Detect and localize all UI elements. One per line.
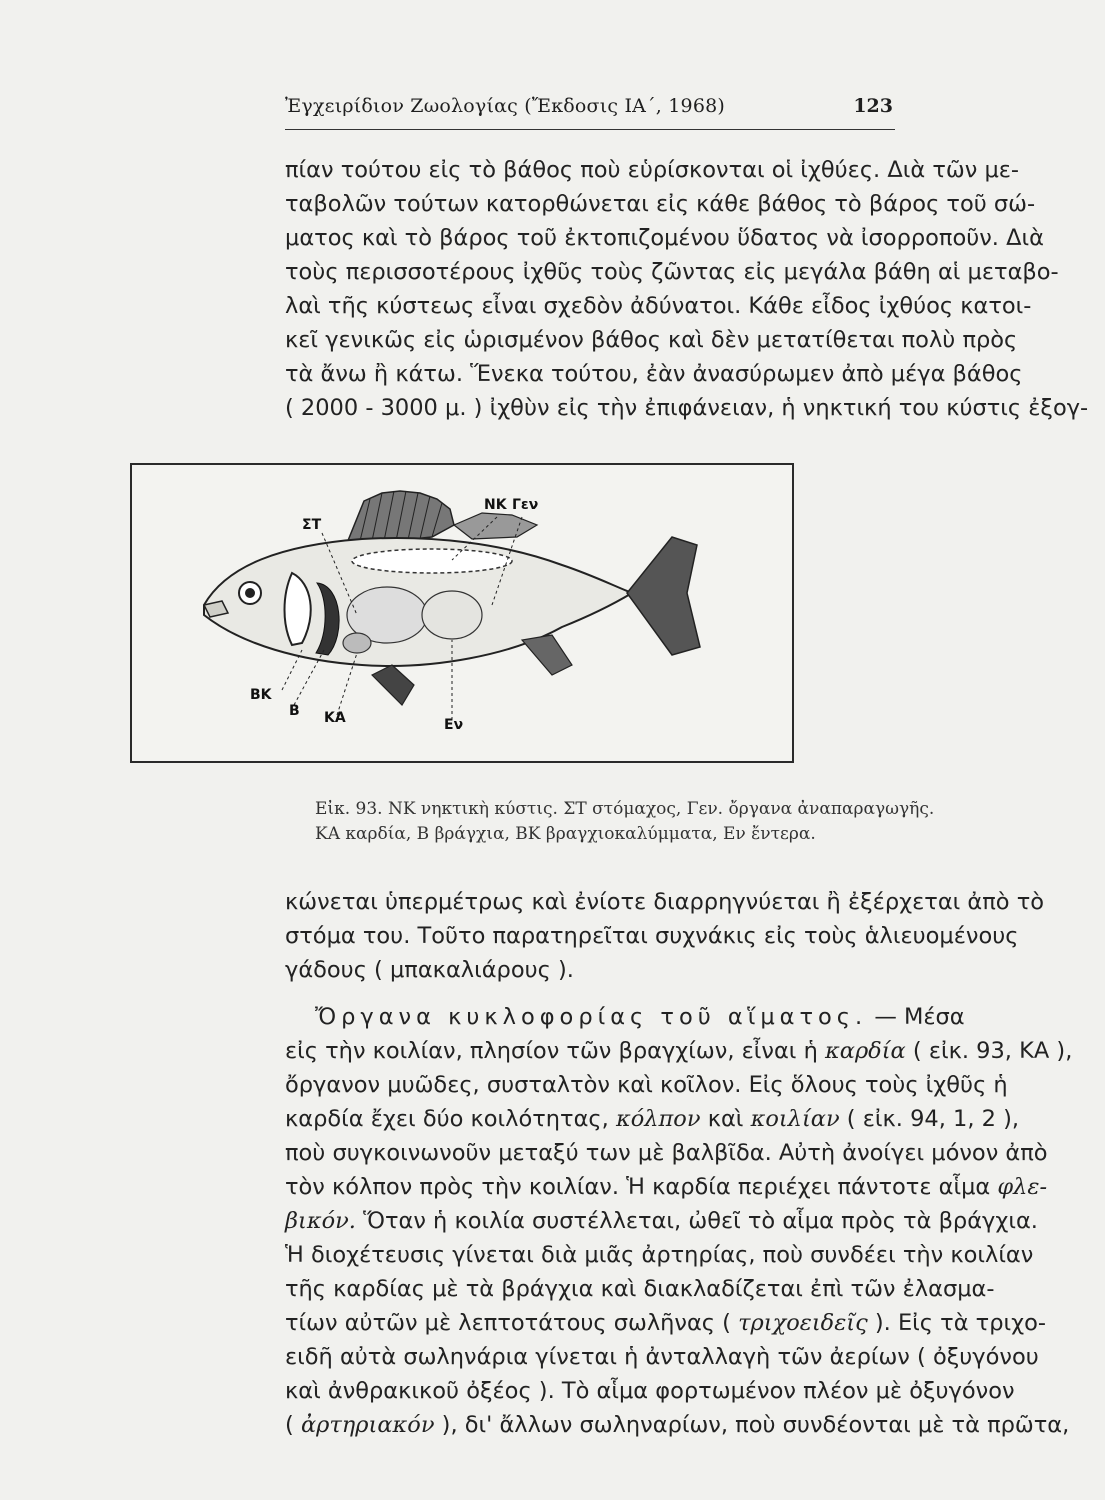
text-fragment: εἰς τὴν κοιλίαν, πλησίον τῶν βραγχίων, εἶναι ἡ	[285, 1038, 818, 1064]
paragraph-1	[285, 153, 1089, 425]
paragraph-3	[285, 1000, 1073, 1442]
text-line: τῆς καρδίας μὲ τὰ βράγχια καὶ διακλαδίζεται ἐπὶ τῶν ἐλασμα-	[285, 1276, 995, 1302]
italic-term: κόλπον	[615, 1106, 701, 1132]
caption-line: ΚΑ καρδία, Β βράγχια, ΒΚ βραγχιοκαλύμματα, Εν ἔντερα.	[315, 824, 816, 844]
text-line: ὄργανον μυῶδες, συσταλτὸν καὶ κοῖλον. Εἰς ὅλους τοὺς ἰχθῦς ἡ	[285, 1072, 1008, 1098]
label-ka: ΚΑ	[324, 710, 346, 726]
text-line: καὶ ἀνθρακικοῦ ὀξέος ). Τὸ αἷμα φορτωμένον πλέον μὲ ὀξυγόνον	[285, 1378, 1015, 1404]
text-line	[285, 1102, 1020, 1136]
label-nk: ΝΚ	[484, 497, 507, 513]
running-title: Ἐγχειρίδιον Ζωολογίας (Ἔκδοσις ΙΑ΄, 1968)	[285, 95, 726, 117]
text-fragment: ( εἰκ. 94, 1, 2 ),	[846, 1106, 1020, 1132]
label-b: Β	[289, 703, 300, 719]
text-line: ματος καὶ τὸ βάρος τοῦ ἐκτοπιζομένου ὕδατος νὰ ἰσορροποῦν. Διὰ	[285, 225, 1044, 251]
text-line	[285, 1170, 1048, 1204]
text-line: ειδῆ αὐτὰ σωληνάρια γίνεται ἡ ἀνταλλαγὴ τῶν ἀερίων ( ὀξυγόνου	[285, 1344, 1039, 1370]
intestine	[422, 591, 482, 639]
text-line: κεῖ γενικῶς εἰς ὡρισμένον βάθος καὶ δὲν μετατίθεται πολὺ πρὸς	[285, 327, 1018, 353]
label-gen: Γεν	[512, 497, 539, 513]
text-line: ποὺ συγκοινωνοῦν μεταξύ των μὲ βαλβῖδα. Αὐτὴ ἀνοίγει μόνον ἀπὸ	[285, 1140, 1048, 1166]
text-line: γάδους ( μπακαλιάρους ).	[285, 957, 574, 983]
italic-term: κοιλίαν	[750, 1106, 840, 1132]
italic-term: ἀρτηριακόν	[300, 1412, 435, 1438]
figure-caption	[315, 797, 935, 847]
text-fragment: τίων αὐτῶν μὲ λεπτοτάτους σωλῆνας (	[285, 1310, 731, 1336]
text-line: τοὺς περισσοτέρους ἰχθῦς τοὺς ζῶντας εἰς μεγάλα βάθη αἱ μεταβο-	[285, 259, 1059, 285]
text-fragment: καρδία ἔχει δύο κοιλότητας,	[285, 1106, 609, 1132]
text-line: Ἡ διοχέτευσις γίνεται διὰ μιᾶς ἀρτηρίας, ποὺ συνδέει τὴν κοιλίαν	[285, 1242, 1034, 1268]
soft-dorsal-fin	[454, 513, 537, 539]
pelvic-fin	[372, 665, 414, 705]
italic-term: φλε-	[997, 1174, 1048, 1200]
text-fragment: ( εἰκ. 93, ΚΑ ),	[912, 1038, 1073, 1064]
italic-term: τριχοειδεῖς	[738, 1310, 868, 1336]
label-bk: ΒΚ	[250, 687, 272, 703]
section-heading: Ὄργανα κυκλοφορίας τοῦ αἵματος.	[315, 1004, 868, 1030]
heart	[343, 633, 371, 653]
anal-fin	[522, 635, 572, 675]
text-line: ( 2000 - 3000 μ. ) ἰχθὺν εἰς τὴν ἐπιφάνειαν, ἡ νηκτική του κύστις ἐξογ-	[285, 395, 1089, 421]
text-line	[285, 1034, 1073, 1068]
text-line: πίαν τούτου εἰς τὸ βάθος ποὺ εὑρίσκονται οἱ ἰχθύες. Διὰ τῶν με-	[285, 157, 1020, 183]
text-line: λαὶ τῆς κύστεως εἶναι σχεδὸν ἀδύνατοι. Κάθε εἶδος ἰχθύος κατοι-	[285, 293, 1032, 319]
label-st: ΣΤ	[302, 517, 322, 533]
text-fragment: Ὅταν ἡ κοιλία συστέλλεται, ὠθεῖ τὸ αἷμα πρὸς τὰ βράγχια.	[363, 1208, 1038, 1234]
label-en: Εν	[444, 717, 464, 733]
italic-term: βικόν.	[285, 1208, 356, 1234]
heading-tail: — Μέσα	[874, 1004, 965, 1030]
paragraph-2	[285, 885, 1045, 987]
text-line: κώνεται ὑπερμέτρως καὶ ἐνίοτε διαρρηγνύεται ἢ ἐξέρχεται ἀπὸ τὸ	[285, 889, 1045, 915]
text-line	[285, 1306, 1046, 1340]
running-header	[285, 93, 895, 130]
swim-bladder	[352, 549, 512, 573]
text-line: στόμα του. Τοῦτο παρατηρεῖται συχνάκις εἰς τοὺς ἁλιευομένους	[285, 923, 1019, 949]
text-line	[285, 1408, 1070, 1442]
pupil	[245, 588, 255, 598]
page-number: 123	[853, 95, 893, 117]
section-heading-line	[285, 1000, 965, 1034]
text-line: ταβολῶν τούτων κατορθώνεται εἰς κάθε βάθος τὸ βάρος τοῦ σώ-	[285, 191, 1036, 217]
text-fragment: (	[285, 1412, 294, 1438]
text-fragment: ), δι' ἄλλων σωληναρίων, ποὺ συνδέονται μὲ τὰ πρῶτα,	[441, 1412, 1070, 1438]
italic-term: καρδία	[825, 1038, 906, 1064]
text-fragment: τὸν κόλπον πρὸς τὴν κοιλίαν. Ἡ καρδία περιέχει πάντοτε αἷμα	[285, 1174, 991, 1200]
caption-line: Εἰκ. 93. ΝΚ νηκτικὴ κύστις. ΣΤ στόμαχος, Γεν. ὄργανα ἀναπαραγωγῆς.	[315, 799, 935, 819]
fish-anatomy-figure	[130, 463, 794, 763]
text-line	[285, 1204, 1038, 1238]
text-line: τὰ ἄνω ἢ κάτω. Ἕνεκα τούτου, ἐὰν ἀνασύρωμεν ἀπὸ μέγα βάθος	[285, 361, 1023, 387]
text-fragment: καὶ	[707, 1106, 744, 1132]
text-fragment: ). Εἰς τὰ τριχο-	[874, 1310, 1046, 1336]
tail-fin	[627, 537, 700, 655]
